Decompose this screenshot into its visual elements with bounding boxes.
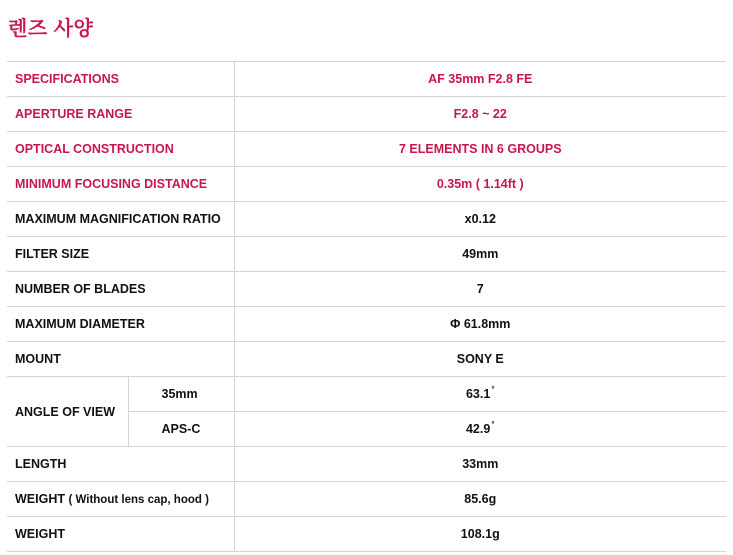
table-row: [7, 237, 726, 272]
spec-value: Φ 61.8mm: [234, 307, 726, 342]
table-row: [7, 202, 726, 237]
spec-value: AF 35mm F2.8 FE: [234, 62, 726, 97]
spec-label: [7, 482, 234, 517]
spec-value: x0.12: [234, 202, 726, 237]
spec-value: 7 ELEMENTS IN 6 GROUPS: [234, 132, 726, 167]
spec-value: SONY E: [234, 342, 726, 377]
spec-sub-label: 35mm: [128, 377, 234, 412]
table-row: [7, 167, 726, 202]
spec-sub-label: APS-C: [128, 412, 234, 447]
table-row: [7, 447, 726, 482]
spec-value: [234, 412, 726, 447]
spec-label: SPECIFICATIONS: [7, 62, 234, 97]
table-row: [7, 377, 726, 412]
spec-label: NUMBER OF BLADES: [7, 272, 234, 307]
table-row: [7, 307, 726, 342]
weight-note: ( Without lens cap, hood ): [68, 494, 209, 506]
spec-value: [234, 377, 726, 412]
spec-label: MAXIMUM DIAMETER: [7, 307, 234, 342]
angle-value: 42.9: [465, 422, 491, 436]
spec-label: WEIGHT: [7, 517, 234, 552]
spec-value: 49mm: [234, 237, 726, 272]
table-row: [7, 272, 726, 307]
spec-label: LENGTH: [7, 447, 234, 482]
degree-unit: °: [491, 385, 495, 394]
table-row: [7, 132, 726, 167]
table-row: [7, 97, 726, 132]
spec-value: 108.1g: [234, 517, 726, 552]
table-row: [7, 62, 726, 97]
spec-label: OPTICAL CONSTRUCTION: [7, 132, 234, 167]
spec-value: 7: [234, 272, 726, 307]
spec-value: 0.35m ( 1.14ft ): [234, 167, 726, 202]
degree-unit: °: [491, 420, 495, 429]
spec-value: 85.6g: [234, 482, 726, 517]
spec-label: MOUNT: [7, 342, 234, 377]
spec-value: F2.8 ~ 22: [234, 97, 726, 132]
spec-value: 33mm: [234, 447, 726, 482]
weight-label: WEIGHT: [15, 492, 65, 506]
table-row: [7, 342, 726, 377]
table-row: [7, 482, 726, 517]
spec-label-angle-of-view: ANGLE OF VIEW: [7, 377, 128, 447]
spec-label: MAXIMUM MAGNIFICATION RATIO: [7, 202, 234, 237]
angle-value: 63.1: [465, 387, 491, 401]
spec-label: APERTURE RANGE: [7, 97, 234, 132]
spec-table: [7, 61, 726, 552]
spec-label: FILTER SIZE: [7, 237, 234, 272]
table-row: [7, 517, 726, 552]
page-title: 렌즈 사양: [8, 18, 94, 40]
spec-label: MINIMUM FOCUSING DISTANCE: [7, 167, 234, 202]
